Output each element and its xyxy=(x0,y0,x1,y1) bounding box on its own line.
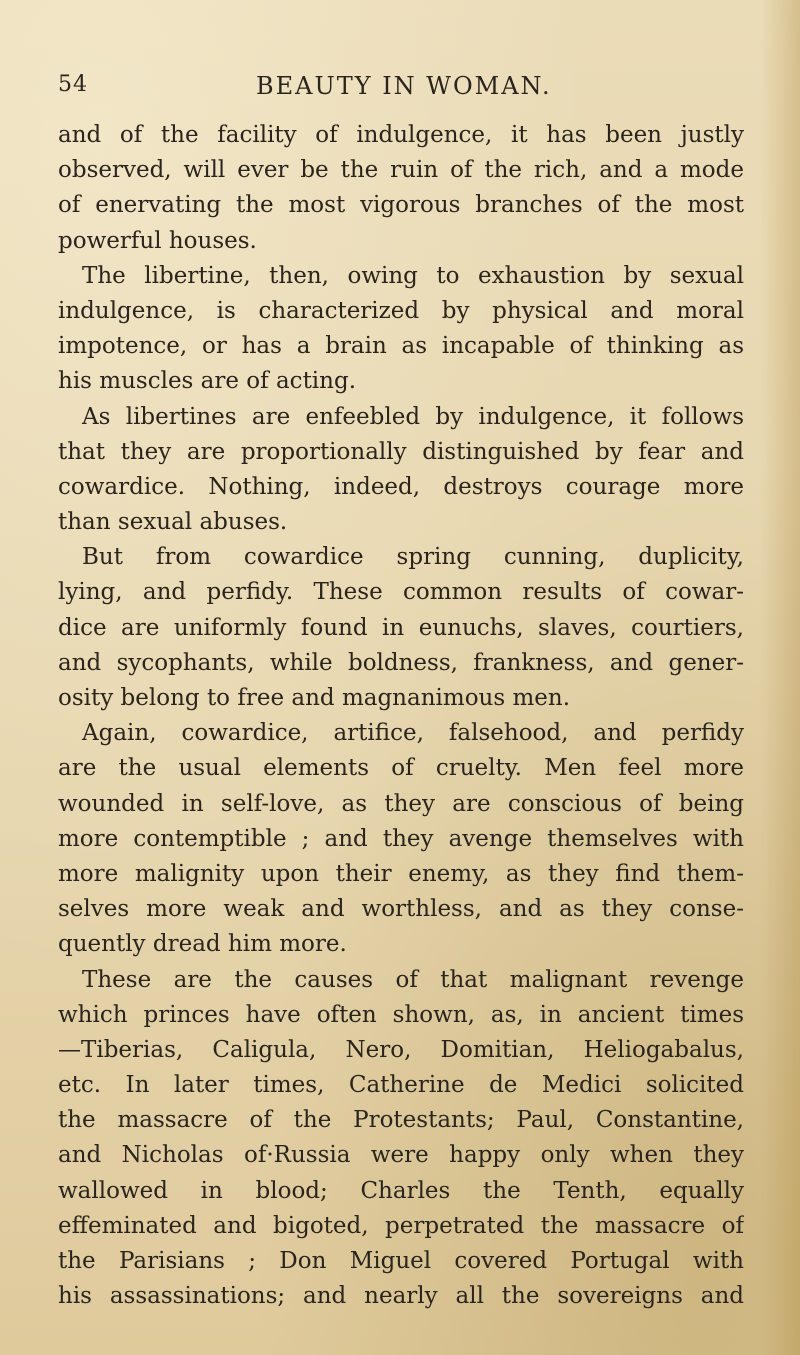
text-line: As libertines are enfeebled by indulgence, it follows xyxy=(82,403,744,430)
text-line: quently dread him more. xyxy=(58,931,347,958)
text-line: more malignity upon their enemy, as they find them- xyxy=(58,860,744,887)
text-line: which princes have often shown, as, in ancient times xyxy=(58,1001,744,1028)
text-line: selves more weak and worthless, and as they conse- xyxy=(58,896,744,923)
text-line: lying, and perfidy. These common results of cowar- xyxy=(58,579,744,606)
text-line: are the usual elements of cruelty. Men feel more xyxy=(58,755,744,782)
text-line: his muscles are of acting. xyxy=(58,368,357,395)
text-line: —Tiberias, Caligula, Nero, Domitian, Heliogabalus, xyxy=(58,1036,744,1063)
text-line: wounded in self-love, as they are conscious of being xyxy=(58,790,744,817)
page-number: 54 xyxy=(58,72,88,97)
text-line: of enervating the most vigorous branches of the most xyxy=(58,192,744,219)
text-line: impotence, or has a brain as incapable of thinking as xyxy=(58,333,744,360)
running-header xyxy=(58,72,748,112)
text-line: his assassinations; and nearly all the sovereigns and xyxy=(58,1283,744,1310)
text-line: and sycophants, while boldness, frankness, and gener- xyxy=(58,649,744,676)
body-text xyxy=(58,118,744,1314)
text-line: etc. In later times, Catherine de Medici solicited xyxy=(58,1072,744,1099)
page-edge-shadow xyxy=(760,0,800,1355)
text-line: dice are uniformly found in eunuchs, slaves, courtiers, xyxy=(58,614,744,641)
text-line: Again, cowardice, artifice, falsehood, and perfidy xyxy=(82,720,744,747)
text-line: osity belong to free and magnanimous men. xyxy=(58,685,571,711)
text-line: effeminated and bigoted, perpetrated the massacre of xyxy=(58,1212,744,1239)
running-title: BEAUTY IN WOMAN. xyxy=(256,72,552,100)
text-line: more contemptible ; and they avenge themselves with xyxy=(58,825,744,852)
text-line: than sexual abuses. xyxy=(58,509,288,536)
text-line: But from cowardice spring cunning, duplicity, xyxy=(82,544,744,571)
text-line: that they are proportionally distinguished by fear and xyxy=(58,438,744,465)
text-line: These are the causes of that malignant revenge xyxy=(82,966,744,993)
text-line: observed, will ever be the ruin of the rich, and a mode xyxy=(58,157,744,184)
text-line: cowardice. Nothing, indeed, destroys courage more xyxy=(58,473,744,500)
text-line: and of the facility of indulgence, it has been justly xyxy=(58,122,744,148)
text-line: the Parisians ; Don Miguel covered Portugal with xyxy=(58,1248,744,1274)
text-line: The libertine, then, owing to exhaustion by sexual xyxy=(82,262,744,289)
text-line: powerful houses. xyxy=(58,227,257,254)
text-line: wallowed in blood; Charles the Tenth, equally xyxy=(58,1177,744,1204)
text-line: and Nicholas of·Russia were happy only when they xyxy=(58,1142,744,1169)
text-line: the massacre of the Protestants; Paul, Constantine, xyxy=(58,1107,744,1134)
text-line: indulgence, is characterized by physical and moral xyxy=(58,297,744,324)
